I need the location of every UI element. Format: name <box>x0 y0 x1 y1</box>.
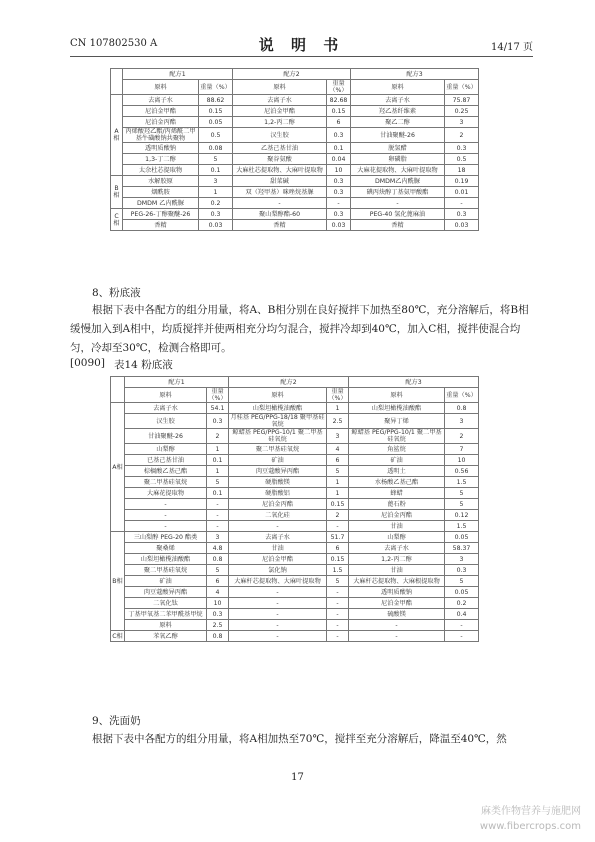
weight-cell: - <box>327 609 349 620</box>
ingredient-cell: 透明质酸钠 <box>349 587 445 598</box>
ingredient-cell: 丁基甲氧基二苯甲酰基甲烷 <box>125 609 207 620</box>
table-row <box>111 554 479 565</box>
phase-label: C相 <box>111 209 123 231</box>
weight-cell: 1 <box>327 477 349 488</box>
weight-cell: 0.3 <box>207 414 229 429</box>
weight-cell: - <box>327 620 349 631</box>
ingredient-cell: 乙基己基甘油 <box>233 143 327 154</box>
ingredient-cell: 大麻花提取物、大麻叶提取物 <box>351 165 445 176</box>
table-row <box>111 631 479 642</box>
ingredient-cell: - <box>125 510 207 521</box>
phase-label: A相 <box>111 403 125 532</box>
ingredient-cell: 大麻杆芯提取物、大麻根提取物 <box>349 576 445 587</box>
weight-cell: 58.37 <box>445 543 479 554</box>
weight-cell: 0.3 <box>445 565 479 576</box>
weight-cell: 3 <box>445 414 479 429</box>
section-9-title: 9、洗面奶 <box>92 715 141 727</box>
ingredient-cell: 矿油 <box>349 455 445 466</box>
table-row <box>111 466 479 477</box>
weight-cell: - <box>207 510 229 521</box>
ingredient-cell: 山梨醇 <box>125 444 207 455</box>
weight-cell: 18 <box>445 165 479 176</box>
weight-cell: 6 <box>327 455 349 466</box>
phase-label: B相 <box>111 532 125 631</box>
ingredient-cell: 太余杜芯提取物 <box>123 165 199 176</box>
column-header: 原料 <box>351 80 445 95</box>
ingredient-cell: 聚二甲基硅氧烷 <box>125 565 207 576</box>
phase-header-blank <box>111 69 123 95</box>
weight-cell: 0.15 <box>327 106 351 117</box>
ingredient-cell: 二氧化硅 <box>229 510 327 521</box>
ingredient-cell: 尼泊金甲酯 <box>349 598 445 609</box>
table-row <box>111 609 479 620</box>
patent-number: CN 107802530 A <box>70 38 158 49</box>
ingredient-cell: 烟酰胺 <box>123 187 199 198</box>
weight-cell: 1 <box>199 187 233 198</box>
table-row <box>111 209 479 220</box>
weight-cell: 5 <box>445 576 479 587</box>
ingredient-cell: 硬脂酸铝 <box>229 488 327 499</box>
column-header: 重量（%） <box>327 80 351 95</box>
weight-cell: 0.4 <box>445 609 479 620</box>
ingredient-cell: 大麻杆芯提取物、大麻叶提取物 <box>229 576 327 587</box>
weight-cell: 0.04 <box>327 154 351 165</box>
ingredient-cell: 尼泊金甲酯 <box>233 106 327 117</box>
table-row <box>111 128 479 143</box>
ingredient-cell: PEG-40 氢化蓖麻油 <box>351 209 445 220</box>
weight-cell: 1 <box>207 466 229 477</box>
weight-cell: 5 <box>445 499 479 510</box>
ingredient-cell: 碘丙炔醇丁基氨甲酸酯 <box>351 187 445 198</box>
ingredient-cell: - <box>233 198 327 209</box>
formula-group-header: 配方1 <box>125 377 229 388</box>
ingredient-cell: 尼泊金丙酯 <box>349 510 445 521</box>
phase-label: C相 <box>112 632 123 640</box>
table-row <box>111 143 479 154</box>
ingredient-cell: 去离子水 <box>349 543 445 554</box>
weight-cell: 3 <box>207 532 229 543</box>
column-header: 重量（%） <box>328 388 347 402</box>
table-row <box>111 521 479 532</box>
ingredient-cell: 透明土 <box>349 466 445 477</box>
table-row <box>111 106 479 117</box>
formula-group-header: 配方3 <box>349 377 479 388</box>
ingredient-cell: 蓖石粉 <box>349 499 445 510</box>
ingredient-cell: 透明质酸钠 <box>123 143 199 154</box>
weight-cell: 5 <box>199 154 233 165</box>
table-row <box>111 95 479 106</box>
ingredient-cell: 山梨坦橄榄油酸酯 <box>349 403 445 414</box>
ingredient-cell: - <box>229 620 327 631</box>
weight-cell: 0.03 <box>445 220 479 231</box>
table-row <box>111 576 479 587</box>
weight-cell: 6 <box>327 117 351 128</box>
ingredient-cell: 二氧化钛 <box>125 598 207 609</box>
weight-cell: 1.5 <box>327 565 349 576</box>
table-row <box>111 565 479 576</box>
ingredient-cell: 聚二甲基硅氧烷 <box>229 444 327 455</box>
formula-group-header: 配方3 <box>351 69 479 80</box>
formula-table-13 <box>110 68 479 231</box>
weight-cell: - <box>445 631 479 642</box>
weight-cell: 75.87 <box>445 95 479 106</box>
table-row <box>111 429 479 444</box>
document-title: 说 明 书 <box>258 36 345 54</box>
ingredient-cell: 山梨坦橄榄油酸酯 <box>229 403 327 414</box>
weight-cell: 0.15 <box>327 554 349 565</box>
ingredient-cell: 香精 <box>233 220 327 231</box>
weight-cell: 3 <box>199 176 233 187</box>
weight-cell: - <box>207 499 229 510</box>
weight-cell: 10 <box>327 165 351 176</box>
weight-cell: - <box>327 198 351 209</box>
ingredient-cell: 山梨醇 <box>349 532 445 543</box>
weight-cell: 2.5 <box>207 620 229 631</box>
ingredient-cell: 1,3-丁二醇 <box>123 154 199 165</box>
ingredient-cell: 甘油聚醚-26 <box>351 128 445 143</box>
weight-cell: 0.3 <box>327 209 351 220</box>
ingredient-cell: 原料 <box>125 620 207 631</box>
weight-cell: 2 <box>207 429 229 444</box>
weight-cell: - <box>445 620 479 631</box>
ingredient-cell: 聚异丁烯 <box>349 414 445 429</box>
weight-cell: 5 <box>207 477 229 488</box>
weight-cell: 0.01 <box>445 187 479 198</box>
ingredient-cell: 聚乙二醇 <box>351 117 445 128</box>
table-row <box>111 165 479 176</box>
weight-cell: 10 <box>207 598 229 609</box>
weight-cell: 0.25 <box>445 106 479 117</box>
table-row <box>111 510 479 521</box>
table-row <box>111 598 479 609</box>
weight-cell: 2 <box>327 510 349 521</box>
table-row <box>111 154 479 165</box>
weight-cell: 0.12 <box>445 510 479 521</box>
weight-cell: 0.2 <box>445 598 479 609</box>
ingredient-cell: - <box>349 631 445 642</box>
weight-cell: 0.1 <box>207 488 229 499</box>
page-counter: 14/17 页 <box>491 42 533 53</box>
formula-group-header: 配方1 <box>123 69 233 80</box>
weight-cell: 0.3 <box>327 187 351 198</box>
ingredient-cell: 甘油聚醚-26 <box>125 429 207 444</box>
weight-cell: 2.5 <box>327 414 349 429</box>
weight-cell: 54.1 <box>207 403 229 414</box>
weight-cell: - <box>445 198 479 209</box>
ingredient-cell: 尼泊金甲酯 <box>123 106 199 117</box>
table-row <box>111 620 479 631</box>
weight-cell: 6 <box>327 543 349 554</box>
ingredient-cell: DMDM 乙内酰脲 <box>123 198 199 209</box>
weight-cell: 0.8 <box>445 403 479 414</box>
ingredient-cell: 水杨酸乙基己酯 <box>349 477 445 488</box>
weight-cell: 0.3 <box>207 609 229 620</box>
weight-cell: - <box>327 587 349 598</box>
column-header: 原料 <box>229 388 327 403</box>
ingredient-cell: 三山梨醇 PEG-20 酯类 <box>125 532 207 543</box>
weight-cell: 5 <box>207 565 229 576</box>
weight-cell: 1.5 <box>445 521 479 532</box>
weight-cell: 0.15 <box>327 499 349 510</box>
ingredient-cell: 鲸蜡基 PEG/PPG-10/1 聚二甲基硅氧烷 <box>349 429 445 444</box>
weight-cell: 0.8 <box>207 554 229 565</box>
ingredient-cell: 甘油 <box>229 543 327 554</box>
weight-cell: 3 <box>327 429 349 444</box>
weight-cell: 82.68 <box>327 95 351 106</box>
column-header: 重量（%） <box>445 388 479 403</box>
ingredient-cell: 汉生胶 <box>125 414 207 429</box>
formula-table-14 <box>110 376 479 642</box>
phase-label: A相 <box>111 95 123 176</box>
ingredient-cell: 角鲨烷 <box>349 444 445 455</box>
weight-cell: 0.05 <box>445 532 479 543</box>
table-row <box>111 455 479 466</box>
weight-cell: 5 <box>445 488 479 499</box>
weight-cell: 1 <box>207 444 229 455</box>
column-header: 重量（%） <box>199 80 233 95</box>
ingredient-cell: 甘油 <box>349 521 445 532</box>
weight-cell: 0.8 <box>207 631 229 642</box>
weight-cell: - <box>327 521 349 532</box>
ingredient-cell: 1,2-丙二醇 <box>233 117 327 128</box>
ingredient-cell: 去离子水 <box>351 95 445 106</box>
ingredient-cell: 肉豆蔻酸异丙酯 <box>229 466 327 477</box>
weight-cell: 0.03 <box>327 220 351 231</box>
page-number: 17 <box>291 772 304 783</box>
ingredient-cell: - <box>229 631 327 642</box>
table-row <box>111 499 479 510</box>
page-header <box>70 34 533 54</box>
weight-cell: 1 <box>327 403 349 414</box>
weight-cell: 0.1 <box>199 165 233 176</box>
weight-cell: 0.3 <box>445 209 479 220</box>
table-14-caption: 表14 粉底液 <box>114 359 173 371</box>
ingredient-cell: 大麻杜芯提取物、大麻叶提取物 <box>233 165 327 176</box>
weight-cell: 2 <box>445 128 479 143</box>
weight-cell: 0.5 <box>199 128 233 143</box>
weight-cell: 0.2 <box>199 198 233 209</box>
ingredient-cell: 肉豆蔻酸异丙酯 <box>125 587 207 598</box>
weight-cell: 0.3 <box>327 128 351 143</box>
ingredient-cell: 棕榈酸乙基己酯 <box>125 466 207 477</box>
weight-cell: 4 <box>207 587 229 598</box>
weight-cell: 1.5 <box>445 477 479 488</box>
weight-cell: 0.3 <box>445 143 479 154</box>
weight-cell: 5 <box>327 576 349 587</box>
column-header: 原料 <box>125 388 207 403</box>
ingredient-cell: - <box>349 620 445 631</box>
column-header: 原料 <box>349 388 445 403</box>
watermark-url: www.fibercrops.com <box>479 821 581 832</box>
weight-cell: 4 <box>327 444 349 455</box>
weight-cell: 7 <box>445 444 479 455</box>
table-row <box>111 220 479 231</box>
weight-cell: 0.1 <box>327 143 351 154</box>
ingredient-cell: 1,2-丙二醇 <box>349 554 445 565</box>
table-row <box>111 532 479 543</box>
weight-cell: 0.03 <box>199 220 233 231</box>
ingredient-cell: 卵磷脂 <box>351 154 445 165</box>
ingredient-cell: 去离子水 <box>229 532 327 543</box>
phase-header-blank <box>111 377 125 403</box>
ingredient-cell: 聚二甲基硅氧烷 <box>125 477 207 488</box>
section-9-paragraph: 根据下表中各配方的组分用量，将A相加热至70℃，搅拌至充分溶解后，降温至40℃，然 <box>92 733 507 745</box>
column-header: 重量（%） <box>445 80 479 95</box>
weight-cell: 3 <box>445 117 479 128</box>
column-header: 原料 <box>233 80 327 95</box>
ingredient-cell: 甘油 <box>349 565 445 576</box>
ingredient-cell: 矿油 <box>229 455 327 466</box>
header-divider <box>70 56 533 57</box>
ingredient-cell: 尼泊金甲酯 <box>229 554 327 565</box>
ingredient-cell: 去离子水 <box>125 403 207 414</box>
table-row <box>111 117 479 128</box>
weight-cell: 0.5 <box>445 154 479 165</box>
ingredient-cell: 聚山梨醇酯-60 <box>233 209 327 220</box>
table-row <box>111 488 479 499</box>
weight-cell: - <box>327 631 349 642</box>
table-row <box>111 543 479 554</box>
ingredient-cell: 鲸蜡基 PEG/PPG-10/1 聚二甲基硅氧烷 <box>229 429 327 444</box>
ingredient-cell: 尼泊金丙酯 <box>229 499 327 510</box>
weight-cell: 2 <box>445 429 479 444</box>
ingredient-cell: - <box>351 198 445 209</box>
table-row <box>111 403 479 414</box>
section-8-title: 8、粉底液 <box>92 287 141 299</box>
ingredient-cell: 香精 <box>351 220 445 231</box>
weight-cell: 3 <box>445 554 479 565</box>
column-header: 原料 <box>123 80 199 95</box>
ingredient-cell: 脱氢醋 <box>351 143 445 154</box>
ingredient-cell: 月桂基 PEG/PPG-18/18 聚甲基硅氧烷 <box>230 414 325 428</box>
watermark-site-name: 麻类作物营养与施肥网 <box>481 806 581 817</box>
table-row <box>111 414 479 429</box>
ingredient-cell: 丙烯酸羟乙酯/丙烯酰二甲基牛磺酸钠共聚物 <box>123 128 199 143</box>
weight-cell: 0.19 <box>445 176 479 187</box>
ingredient-cell: 尼泊金丙酯 <box>123 117 199 128</box>
weight-cell: 0.1 <box>207 455 229 466</box>
ingredient-cell: - <box>229 598 327 609</box>
ingredient-cell: 去离子水 <box>123 95 199 106</box>
weight-cell: 0.08 <box>199 143 233 154</box>
weight-cell: - <box>327 598 349 609</box>
formula-group-header: 配方2 <box>229 377 349 388</box>
table-row <box>111 587 479 598</box>
ingredient-cell: 水解胶原 <box>123 176 199 187</box>
ingredient-cell: 羟乙基纤维素 <box>351 106 445 117</box>
ingredient-cell: 硬脂酸镁 <box>229 477 327 488</box>
ingredient-cell: 香精 <box>123 220 199 231</box>
paragraph-label: [0090] <box>70 357 105 369</box>
ingredient-cell: 双（羟甲基）咪唑烷基脲 <box>233 187 327 198</box>
ingredient-cell: 硫酸镁 <box>349 609 445 620</box>
ingredient-cell: 苯氧乙醇 <box>125 631 207 642</box>
ingredient-cell: 矿油 <box>125 576 207 587</box>
table-row <box>111 444 479 455</box>
weight-cell: 6 <box>207 576 229 587</box>
ingredient-cell: 山梨坦橄榄油酸酯 <box>125 554 207 565</box>
ingredient-cell: - <box>125 521 207 532</box>
weight-cell: 0.05 <box>199 117 233 128</box>
table-row <box>111 198 479 209</box>
ingredient-cell: 蜂蜡 <box>349 488 445 499</box>
weight-cell: 0.3 <box>327 176 351 187</box>
ingredient-cell: 大麻花提取物 <box>125 488 207 499</box>
table-row <box>111 176 479 187</box>
section-8-paragraph: 根据下表中各配方的组分用量，将A、B相分别在良好搅拌下加热至80℃，充分溶解后，将B相缓慢加入到A相中，均质搅拌并使两相充分均匀混合，搅拌冷却到40℃，加入C相，搅拌使混合均匀，冷却至30℃，检测合格即可。 <box>70 304 529 354</box>
ingredient-cell: - <box>229 521 327 532</box>
ingredient-cell: 甜菜碱 <box>233 176 327 187</box>
weight-cell: 10 <box>445 455 479 466</box>
ingredient-cell: 聚谷氨酸 <box>233 154 327 165</box>
weight-cell: 51.7 <box>327 532 349 543</box>
ingredient-cell: 氯化钠 <box>229 565 327 576</box>
weight-cell: 5 <box>327 466 349 477</box>
formula-group-header: 配方2 <box>233 69 351 80</box>
column-header: 重量（%） <box>208 388 227 402</box>
ingredient-cell: 汉生胶 <box>233 128 327 143</box>
ingredient-cell: 去离子水 <box>233 95 327 106</box>
ingredient-cell: DMDM乙内酰脲 <box>351 176 445 187</box>
phase-label: B相 <box>111 176 123 209</box>
table-row <box>111 477 479 488</box>
ingredient-cell: PEG-26-丁醇聚醚-26 <box>123 209 199 220</box>
ingredient-cell: 聚桑烯 <box>125 543 207 554</box>
weight-cell: 88.62 <box>199 95 233 106</box>
weight-cell: 0.56 <box>445 466 479 477</box>
ingredient-cell: - <box>229 587 327 598</box>
ingredient-cell: - <box>229 609 327 620</box>
weight-cell: - <box>207 521 229 532</box>
ingredient-cell: 已基己基甘油 <box>125 455 207 466</box>
weight-cell: 4.8 <box>207 543 229 554</box>
table-row <box>111 187 479 198</box>
watermark <box>480 804 581 834</box>
weight-cell: 1 <box>327 488 349 499</box>
weight-cell: 0.3 <box>199 209 233 220</box>
weight-cell: 0.05 <box>445 587 479 598</box>
ingredient-cell: - <box>125 499 207 510</box>
weight-cell: 0.15 <box>199 106 233 117</box>
